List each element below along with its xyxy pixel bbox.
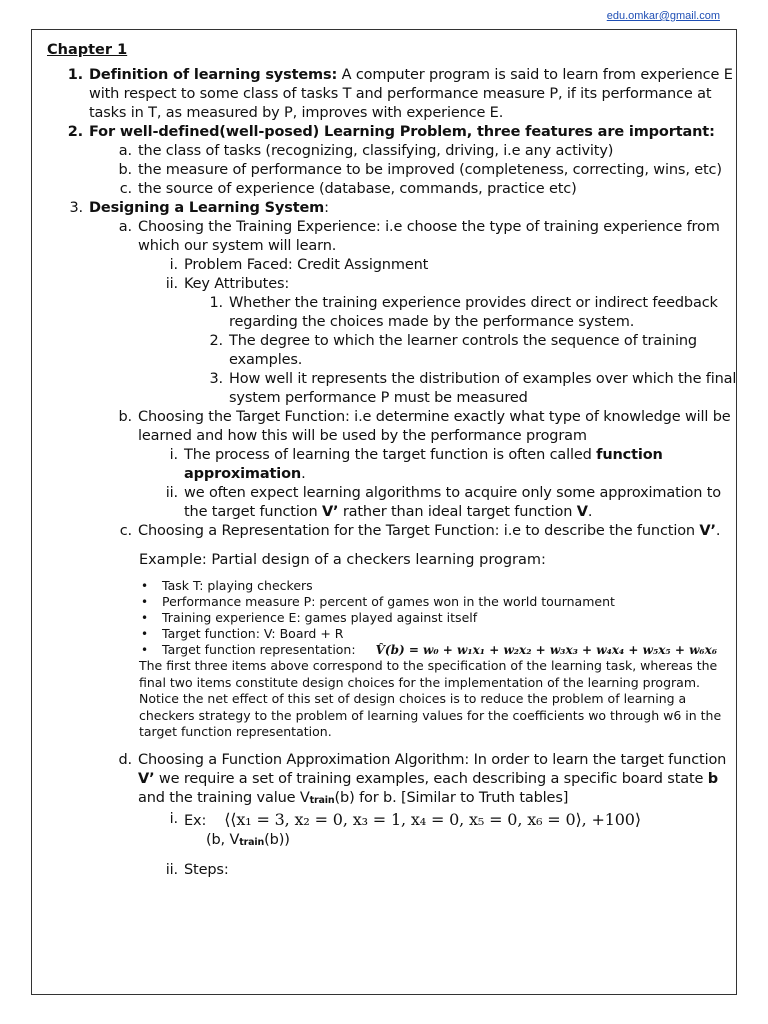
list-item-approximation-algorithm (47, 751, 737, 810)
item-text: Choosing the Target Function: i.e determine exactly what type of knowledge will be learned and how this will be used by the performance program (138, 409, 731, 444)
example-title: Example: Partial design of a checkers learning program: (139, 552, 546, 568)
text-run: (b) for b. [Similar to Truth tables] (334, 789, 569, 806)
item-number: c. (119, 523, 132, 539)
bold-term: V’ (138, 770, 155, 787)
text-run: we require a set of training examples, each describing a specific board state (154, 770, 708, 787)
text-run: Choosing a Representation for the Target Function: i.e to describe the function (138, 523, 700, 539)
chapter-title: Chapter 1 (47, 42, 128, 58)
item-definition (47, 66, 737, 123)
list-item-example (47, 810, 737, 852)
list-item: • Task T: playing checkers (139, 578, 737, 594)
list-item-training-experience (47, 218, 737, 256)
item-number: a. (118, 143, 132, 159)
item-number: c. (119, 181, 132, 197)
subscript: train (239, 836, 265, 848)
item-title: For well-defined(well-posed) Learning Problem, three features are important (89, 124, 710, 140)
bold-term: b (707, 770, 718, 787)
item-title: Definition of learning systems (89, 67, 332, 83)
list-item (47, 332, 737, 370)
text-run: (b, V (206, 831, 240, 848)
list-item (47, 180, 737, 199)
list-item (47, 370, 737, 408)
list-item (47, 275, 737, 294)
text-run: rather than ideal target function (338, 504, 577, 520)
list-item (47, 142, 737, 161)
item-number: ii. (165, 485, 178, 501)
item-text: Choosing the Training Experience: i.e choose the type of training experience from which our system will learn. (138, 219, 720, 254)
item-number: 2. (209, 333, 223, 349)
item-number: 2. (67, 124, 83, 140)
text-run: . (587, 504, 593, 520)
list-item (47, 484, 737, 522)
item-number: 3. (209, 371, 223, 387)
list-item: • Performance measure P: percent of games won in the world tournament (139, 594, 737, 610)
bold-term: V’ (321, 504, 339, 520)
item-number: 1. (67, 67, 83, 83)
item-text (184, 446, 737, 484)
list-item (47, 446, 737, 484)
item-number: i. (169, 810, 178, 827)
author-email[interactable]: edu.omkar@gmail.com (606, 10, 720, 22)
text-run: . (715, 523, 721, 539)
item-text: the measure of performance to be improved (completeness, correcting, wins, etc) (138, 162, 722, 178)
list-item-target-function (47, 408, 737, 446)
text-run: Ex: (184, 812, 207, 829)
text-run: Choosing a Function Approximation Algorithm: In order to learn the target function (138, 751, 727, 768)
text-run: and the training value V (138, 789, 310, 806)
item-colon: : (331, 67, 338, 83)
item-text: Problem Faced: Credit Assignment (184, 257, 429, 273)
item-text (184, 810, 737, 852)
item-colon: : (324, 200, 329, 216)
example-formula: ⟨⟨x₁ = 3, x₂ = 0, x₃ = 1, x₄ = 0, x₅ = 0, x₆ = 0⟩, +100⟩ (224, 809, 641, 829)
item-text: the source of experience (database, commands, practice etc) (138, 181, 577, 197)
item-colon: : (709, 124, 715, 140)
text-run: . (301, 466, 306, 482)
item-text: Whether the training experience provides direct or indirect feedback regarding the choices made by the performance system. (229, 295, 718, 330)
item-text: The degree to which the learner controls the sequence of training examples. (229, 333, 697, 368)
item-number: i. (169, 447, 178, 463)
list-item-steps (47, 861, 737, 880)
item-number: 3. (69, 200, 83, 216)
item-text (138, 751, 737, 810)
text-run: (b)) (264, 831, 290, 848)
item-text (138, 522, 737, 541)
item-text: Key Attributes: (184, 276, 290, 292)
list-item (47, 256, 737, 275)
item-text (89, 66, 737, 123)
item-text: the class of tasks (recognizing, classifying, driving, i.e any activity) (138, 143, 614, 159)
item-text (89, 123, 737, 142)
item-number: i. (169, 257, 178, 273)
item-text (89, 199, 737, 218)
text-run: The process of learning the target function is often called (184, 447, 597, 463)
item-number: ii. (165, 861, 178, 878)
list-item (47, 161, 737, 180)
target-formula: V̂(b) = w₀ + w₁x₁ + w₂x₂ + w₃x₃ + w₄x₄ + w₅x₅ + w₆x₆ (375, 643, 718, 657)
item-number: 1. (209, 295, 223, 311)
text-run: we often expect learning algorithms to acquire only some approximation to the target function (184, 485, 722, 520)
list-item (47, 294, 737, 332)
list-item-representation (47, 522, 737, 541)
item-title: Designing a Learning System (89, 200, 325, 216)
item-number: ii. (165, 276, 178, 292)
bold-term: function approximation (184, 447, 663, 482)
item-number: b. (118, 409, 132, 425)
list-item (139, 642, 737, 658)
text-run: Target function representation: (162, 642, 356, 657)
list-item: • Training experience E: games played against itself (139, 610, 737, 626)
document-body (47, 42, 737, 880)
item-body: A computer program is said to learn from experience E with respect to some class of tasks T and performance measure P, if its performance at tasks in T, as measured by P, improves with experience E. (89, 67, 733, 121)
item-text: Steps: (184, 861, 229, 878)
item-designing (47, 199, 737, 218)
item-text (184, 484, 737, 522)
subscript: train (309, 794, 335, 806)
list-item: • Target function: V: Board + R (139, 626, 737, 642)
explanation-paragraph: The first three items above correspond to the specification of the learning task, whereas the final two items constitute design choices for the implementation of the learning program. Notice the net effect of this set of design choices is to reduce the problem of learning a checkers strategy to the problem of learning values for the coefficients wo through w6 in the target function representation. (139, 658, 722, 739)
bullet-list (47, 578, 737, 658)
bold-term: V (576, 504, 588, 520)
bold-term: V’ (699, 523, 716, 539)
item-number: d. (118, 751, 132, 768)
item-number: a. (118, 219, 132, 235)
item-text: How well it represents the distribution of examples over which the final system performance P must be measured (229, 371, 737, 406)
item-number: b. (118, 162, 132, 178)
item-well-defined (47, 123, 737, 142)
